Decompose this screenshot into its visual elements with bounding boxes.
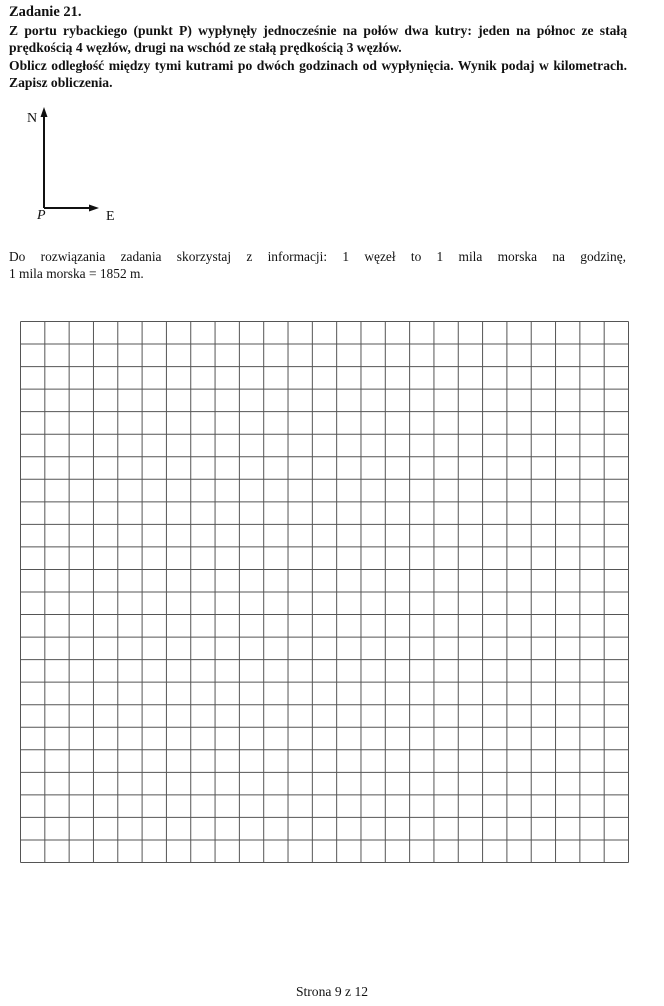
east-label: E [106, 209, 115, 224]
north-arrow-head [41, 107, 48, 117]
task-text-part-2: Oblicz odległość między tymi kutrami po dwóch godzinach od wypłynięcia. Wynik podaj w kilometrach. Zapisz obliczenia. [9, 57, 627, 90]
answer-grid-lines [20, 321, 629, 863]
hint-text [9, 248, 626, 282]
port-point-label: P [37, 208, 46, 223]
hint-line-1: Do rozwiązania zadania skorzystaj z informacji: 1 węzeł to 1 mila morska na godzinę, [9, 249, 626, 264]
east-arrow-head [89, 205, 99, 212]
task-statement [9, 22, 627, 91]
answer-grid[interactable] [20, 321, 629, 863]
compass-diagram [20, 104, 130, 234]
hint-line-2: 1 mila morska = 1852 m. [9, 266, 144, 281]
task-title: Zadanie 21. [9, 4, 82, 20]
north-label: N [27, 111, 38, 126]
page-number: Strona 9 z 12 [295, 984, 369, 999]
task-text-part-1: Z portu rybackiego (punkt P) wypłynęły jednocześnie na połów dwa kutry: jeden na północ ze stałą prędkością 4 węzłów, drugi na wschód ze stałą prędkością 3 węzłów. [9, 23, 627, 56]
